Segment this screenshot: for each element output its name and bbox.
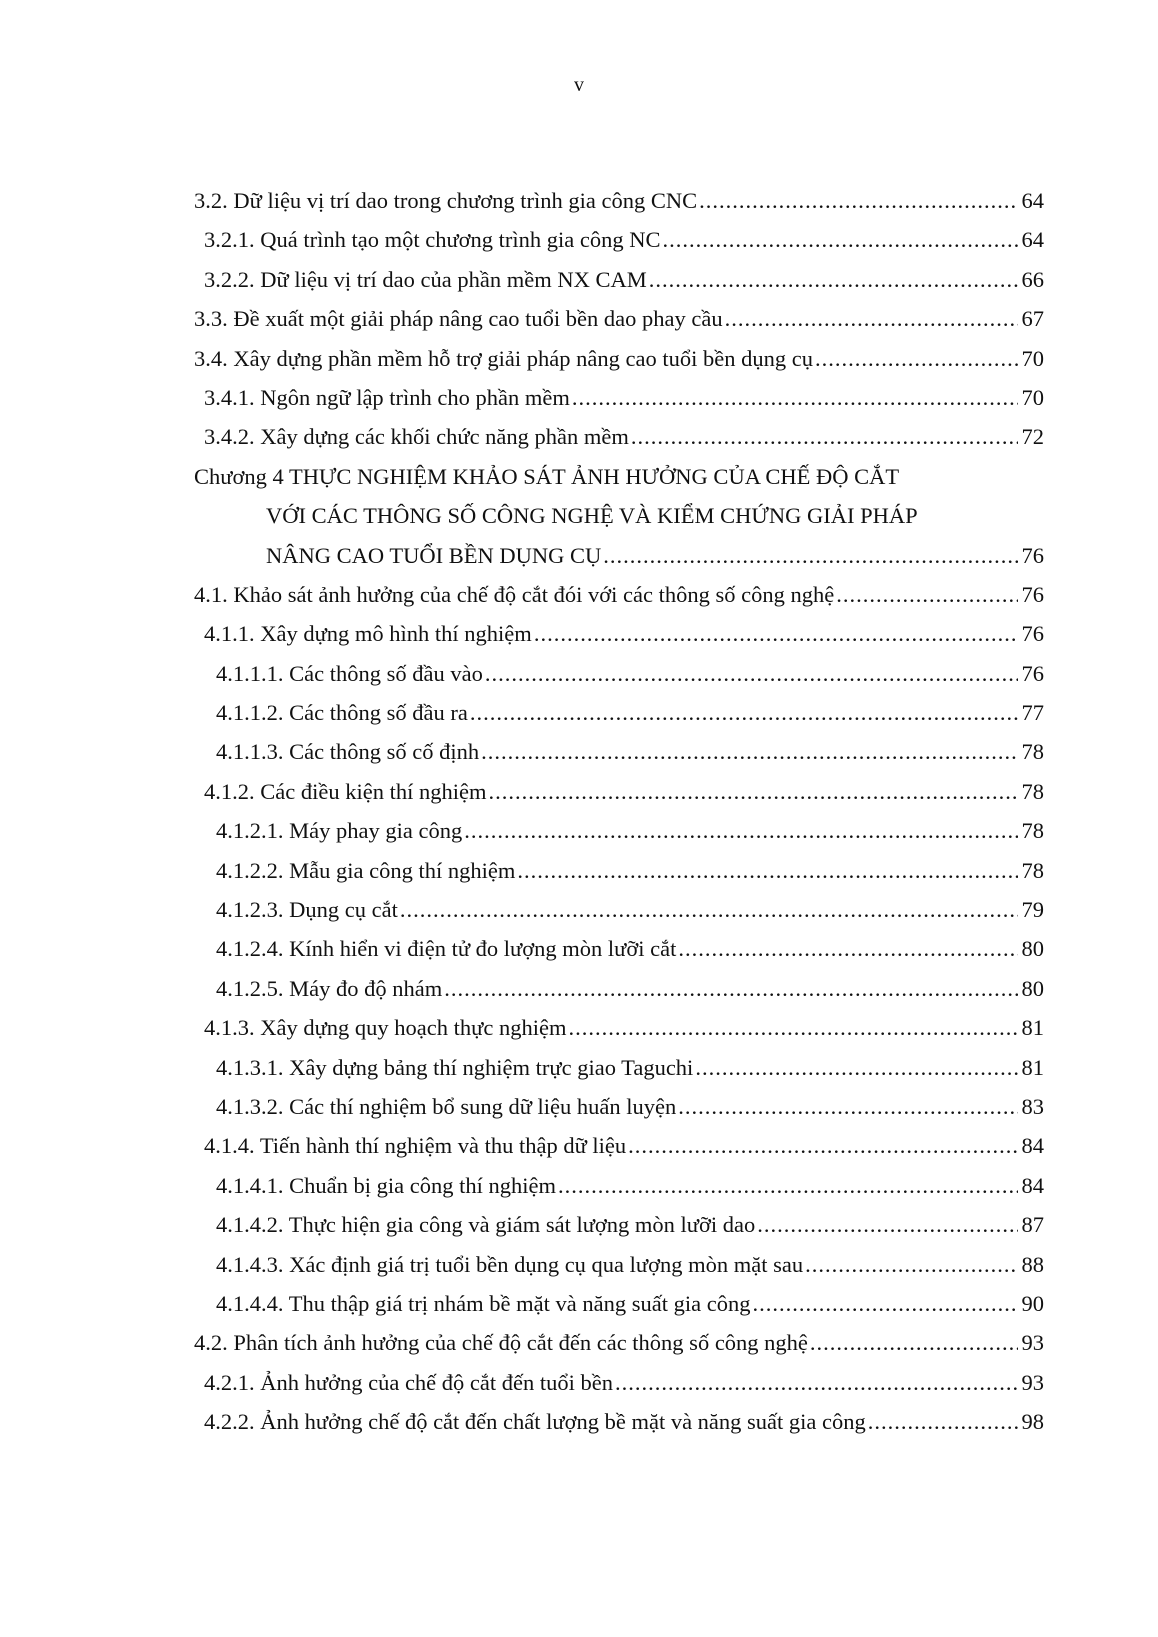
- toc-entry-label: 4.2.2. Ảnh hưởng chế độ cắt đến chất lượng bề mặt và năng suất gia công: [204, 1409, 866, 1435]
- dot-leader: [695, 1055, 1017, 1081]
- toc-entry-page-number: 70: [1021, 384, 1044, 410]
- dot-leader: [517, 858, 1017, 884]
- dot-leader: [663, 227, 1018, 253]
- toc-entry[interactable]: [194, 621, 1044, 660]
- dot-leader: [725, 306, 1018, 332]
- toc-entry-label: 4.1.2. Các điều kiện thí nghiệm: [204, 778, 487, 804]
- toc-entry-label: 4.2.1. Ảnh hưởng của chế độ cắt đến tuổi bền: [204, 1369, 613, 1395]
- toc-entry-page-number: 80: [1021, 936, 1044, 962]
- toc-entry[interactable]: [194, 661, 1044, 700]
- toc-entry[interactable]: [194, 976, 1044, 1015]
- toc-entry[interactable]: [194, 858, 1044, 897]
- toc-entry[interactable]: [194, 385, 1044, 424]
- toc-entry-page-number: 84: [1021, 1172, 1044, 1198]
- toc-entry-label: 4.1.3.1. Xây dựng bảng thí nghiệm trực giao Taguchi: [216, 1054, 694, 1080]
- chapter-title-line-1: Chương 4 THỰC NGHIỆM KHẢO SÁT ẢNH HƯỞNG CỦA CHẾ ĐỘ CẮT: [194, 463, 900, 489]
- toc-entry-label: 3.2.1. Quá trình tạo một chương trình gia công NC: [204, 227, 661, 253]
- dot-leader: [810, 1330, 1018, 1356]
- dot-leader: [678, 936, 1017, 962]
- dot-leader: [678, 1094, 1017, 1120]
- toc-entry[interactable]: [194, 306, 1044, 345]
- dot-leader: [572, 385, 1018, 411]
- toc-entry[interactable]: [194, 818, 1044, 857]
- toc-entry[interactable]: [194, 1055, 1044, 1094]
- toc-entry-label: 3.2. Dữ liệu vị trí dao trong chương trình gia công CNC: [194, 188, 698, 213]
- toc-entry-label: 4.1.4.4. Thu thập giá trị nhám bề mặt và năng suất gia công: [216, 1290, 751, 1316]
- toc-entry-label: 4.1.1.3. Các thông số cố định: [216, 739, 480, 765]
- toc-entry[interactable]: [194, 1252, 1044, 1291]
- toc-entry-page-number: 78: [1021, 857, 1044, 883]
- toc-entry-page-number: 78: [1021, 778, 1044, 804]
- dot-leader: [815, 346, 1018, 372]
- table-of-contents: [194, 188, 1044, 1449]
- toc-entry-label: 3.4. Xây dựng phần mềm hỗ trợ giải pháp nâng cao tuổi bền dụng cụ: [194, 345, 813, 371]
- toc-entry-label: 4.1.2.1. Máy phay gia công: [216, 818, 463, 844]
- toc-entry-page-number: 88: [1021, 1251, 1044, 1277]
- dot-leader: [805, 1252, 1017, 1278]
- toc-entry[interactable]: [194, 346, 1044, 385]
- toc-entry-label: 4.1. Khảo sát ảnh hưởng của chế độ cắt đói với các thông số công nghệ: [194, 581, 835, 607]
- chapter-title-line-3-text: NÂNG CAO TUỔI BỀN DỤNG CỤ: [266, 542, 602, 568]
- toc-entry-label: 4.1.4.3. Xác định giá trị tuổi bền dụng cụ qua lượng mòn mặt sau: [216, 1251, 804, 1277]
- dot-leader: [488, 779, 1017, 805]
- toc-chapter-entry[interactable]: [194, 464, 1044, 582]
- toc-entry-page-number: 83: [1021, 1093, 1044, 1119]
- toc-entry-label: 4.1.1. Xây dựng mô hình thí nghiệm: [204, 621, 532, 647]
- toc-entry-page-number: 78: [1021, 739, 1044, 765]
- toc-entry[interactable]: [194, 1409, 1044, 1448]
- toc-entry-page-number: 84: [1021, 1133, 1044, 1159]
- toc-entry-label: 4.1.2.5. Máy đo độ nhám: [216, 975, 443, 1001]
- toc-entry[interactable]: [194, 227, 1044, 266]
- chapter-title-line-3: [194, 543, 1044, 582]
- toc-entry-label: 4.1.3. Xây dựng quy hoạch thực nghiệm: [204, 1015, 567, 1041]
- toc-entry-label: 4.1.4. Tiến hành thí nghiệm và thu thập dữ liệu: [204, 1133, 627, 1159]
- toc-entry-page-number: 76: [1021, 621, 1044, 647]
- dot-leader: [558, 1173, 1018, 1199]
- toc-entry[interactable]: [194, 1330, 1044, 1369]
- toc-entry[interactable]: [194, 188, 1044, 227]
- toc-entry-label: 3.3. Đề xuất một giải pháp nâng cao tuổi bền dao phay cầu: [194, 306, 723, 332]
- toc-entry[interactable]: [194, 1173, 1044, 1212]
- dot-leader: [631, 424, 1018, 450]
- dot-leader: [603, 543, 1017, 569]
- toc-entry[interactable]: [194, 897, 1044, 936]
- toc-entry[interactable]: [194, 739, 1044, 778]
- toc-entry[interactable]: [194, 1094, 1044, 1133]
- dot-leader: [757, 1212, 1017, 1238]
- toc-entry-label: 4.1.4.1. Chuẩn bị gia công thí nghiệm: [216, 1172, 556, 1198]
- dot-leader: [628, 1133, 1017, 1159]
- page-number: v: [574, 74, 584, 96]
- toc-entry[interactable]: [194, 582, 1044, 621]
- toc-entry-page-number: 87: [1021, 1212, 1044, 1238]
- toc-entry[interactable]: [194, 1370, 1044, 1409]
- dot-leader: [464, 818, 1017, 844]
- dot-leader: [444, 976, 1017, 1002]
- dot-leader: [470, 700, 1018, 726]
- toc-entry-page-number: 66: [1021, 266, 1044, 292]
- toc-entry-label: 4.1.4.2. Thực hiện gia công và giám sát lượng mòn lưỡi dao: [216, 1212, 756, 1238]
- toc-entry-page-number: 79: [1021, 897, 1044, 923]
- toc-entry-page-number: 72: [1021, 424, 1044, 450]
- toc-entry-label: 4.1.2.4. Kính hiển vi điện tử đo lượng mòn lưỡi cắt: [216, 936, 677, 962]
- dot-leader: [400, 897, 1018, 923]
- toc-entry-label: 4.1.2.2. Mẫu gia công thí nghiệm: [216, 857, 516, 883]
- dot-leader: [868, 1409, 1018, 1435]
- toc-entry-page-number: 98: [1021, 1409, 1044, 1435]
- toc-entry-page-number: 93: [1021, 1330, 1044, 1356]
- toc-entry[interactable]: [194, 936, 1044, 975]
- toc-entry[interactable]: [194, 1212, 1044, 1251]
- toc-entry-page-number: 77: [1021, 700, 1044, 726]
- toc-entry-page-number: 81: [1021, 1015, 1044, 1041]
- toc-entry[interactable]: [194, 1291, 1044, 1330]
- dot-leader: [699, 188, 1017, 214]
- toc-entry-label: 3.4.2. Xây dựng các khối chức năng phần mềm: [204, 424, 629, 450]
- toc-entry[interactable]: [194, 267, 1044, 306]
- toc-entry-page-number: 78: [1021, 818, 1044, 844]
- toc-entry-label: 4.1.1.2. Các thông số đầu ra: [216, 700, 468, 726]
- toc-entry-label: 3.2.2. Dữ liệu vị trí dao của phần mềm NX CAM: [204, 266, 647, 292]
- toc-entry-page-number: 76: [1021, 660, 1044, 686]
- toc-entry-label: 4.1.3.2. Các thí nghiệm bổ sung dữ liệu huấn luyện: [216, 1093, 677, 1119]
- toc-entry[interactable]: [194, 700, 1044, 739]
- toc-entry-label: 4.1.1.1. Các thông số đầu vào: [216, 660, 483, 686]
- toc-section-before: [194, 188, 1044, 464]
- toc-entry-page-number: 80: [1021, 975, 1044, 1001]
- toc-entry-page-number: 67: [1021, 306, 1044, 332]
- toc-entry-page-number: 70: [1021, 345, 1044, 371]
- chapter-title-line-2: VỚI CÁC THÔNG SỐ CÔNG NGHỆ VÀ KIỂM CHỨNG GIẢI PHÁP: [266, 503, 918, 529]
- toc-entry-page-number: 90: [1021, 1290, 1044, 1316]
- dot-leader: [752, 1291, 1017, 1317]
- toc-entry-page-number: 64: [1021, 188, 1044, 213]
- chapter-page-number: 76: [1021, 542, 1044, 568]
- dot-leader: [615, 1370, 1018, 1396]
- dot-leader: [649, 267, 1018, 293]
- toc-entry-label: 4.2. Phân tích ảnh hưởng của chế độ cắt đến các thông số công nghệ: [194, 1330, 808, 1356]
- toc-entry[interactable]: [194, 1133, 1044, 1172]
- dot-leader: [485, 661, 1018, 687]
- dot-leader: [568, 1015, 1017, 1041]
- toc-entry[interactable]: [194, 424, 1044, 463]
- toc-entry[interactable]: [194, 1015, 1044, 1054]
- dot-leader: [534, 621, 1018, 647]
- toc-entry-page-number: 76: [1021, 581, 1044, 607]
- toc-entry-page-number: 93: [1021, 1369, 1044, 1395]
- toc-entry-label: 3.4.1. Ngôn ngữ lập trình cho phần mềm: [204, 384, 570, 410]
- toc-entry-page-number: 81: [1021, 1054, 1044, 1080]
- dot-leader: [481, 739, 1017, 765]
- toc-entry-page-number: 64: [1021, 227, 1044, 253]
- toc-entry[interactable]: [194, 779, 1044, 818]
- toc-section-after: [194, 582, 1044, 1449]
- toc-entry-label: 4.1.2.3. Dụng cụ cắt: [216, 897, 398, 923]
- dot-leader: [836, 582, 1017, 608]
